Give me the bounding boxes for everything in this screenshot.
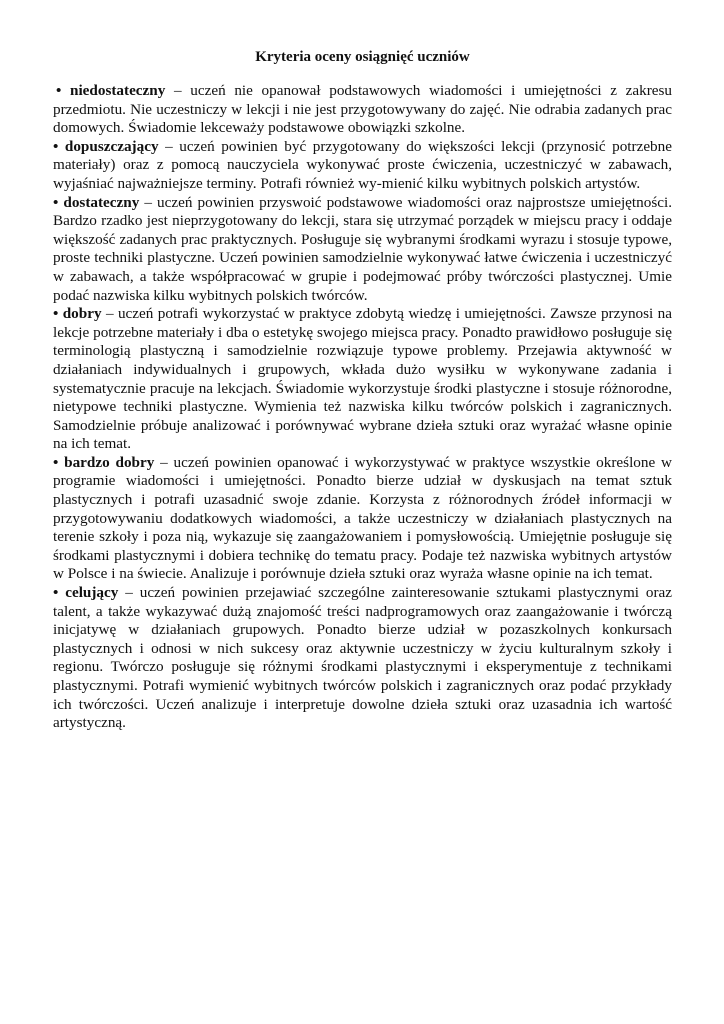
grade-description: – uczeń powinien przyswoić podstawowe wiadomości oraz najprostsze umiejętności. Bardzo rzadko jest nieprzygotowany do lekcji, stara się utrzymać porządek w miejscu pracy i oddaje większość zadanych prac praktycznych. Posługuje się wybranymi środkami wyrazu i stosuje typowe, proste techniki plastyczne. Uczeń powinien samodzielnie wykonywać łatwe ćwiczenia i uczestniczyć w zabawach, a także współpracować w grupie i podejmować próby twórczości plastycznej. Umie podać nazwiska kilku wybitnych polskich twórców.: [53, 193, 672, 304]
criterion-celujacy: [53, 584, 672, 733]
grade-description: – uczeń powinien opanować i wykorzystywać w praktyce wszystkie określone w programie wiadomości i umiejętności. Ponadto bierze udział w dyskusjach na temat sztuk plastycznych i potrafi uzasadnić swoje zdanie. Korzysta z różnorodnych źródeł informacji w przygotowywaniu dodatkowych wiadomości, a także uczestniczy w działaniach plastycznych na terenie szkoły i poza nią, wykazuje się zaangażowaniem i pomysłowością. Umiejętnie posługuje się środkami plastycznymi i dobiera technikę do tematu pracy. Podaje też nazwiska wybitnych artystów w Polsce i na świecie. Analizuje i porównuje dzieła sztuki oraz wyraża własne opinie na ich temat.: [53, 453, 673, 583]
bullet-icon: •: [53, 193, 59, 211]
criterion-dobry: [53, 305, 672, 454]
grade-label: dobry: [62, 305, 102, 323]
criterion-dostateczny: [53, 194, 672, 306]
grade-label: dostateczny: [63, 193, 140, 211]
grade-label: bardzo dobry: [64, 453, 155, 471]
grade-description: – uczeń powinien być przygotowany do większości lekcji (przynosić potrzebne materiały) oraz z pomocą nauczyciela wykonywać proste ćwiczenia, uczestniczyć w zabawach, wyjaśniać najważniejsze terminy. Potrafi również wy-mienić kilku wybitnych polskich artystów.: [53, 137, 672, 192]
grade-description: – uczeń powinien przejawiać szczególne zainteresowanie sztukami plastycznymi oraz talent, a także wykazywać dużą znajomość treści nadprogramowych oraz zaangażowanie i twórczą inicjatywę w działaniach grupowych. Ponadto bierze udział w pozaszkolnych konkursach plastycznych i odnosi w nich sukcesy oraz aktywnie uczestniczy w życiu kulturalnym szkoły i regionu. Twórczo posługuje się różnymi środkami plastycznymi i eksperymentuje z technikami plastycznymi. Potrafi wymienić wybitnych twórców polskich i zagranicznych oraz podać przykłady ich twórczości. Uczeń analizuje i interpretuje dowolne dzieła sztuki oraz uzasadnia ich wartość artystyczną.: [53, 584, 672, 732]
bullet-icon: •: [53, 137, 59, 155]
grade-description: – uczeń nie opanował podstawowych wiadomości i umiejętności z zakresu przedmiotu. Nie uczestniczy w lekcji i nie jest przygotowywany do zajęć. Nie odrabia zadanych prac domowych. Świadomie lekceważy podstawowe obowiązki szkolne.: [53, 82, 673, 137]
document-page: [53, 47, 672, 733]
criteria-list: [53, 82, 672, 733]
grade-label: dopuszczający: [64, 137, 159, 155]
bullet-icon: •: [56, 82, 62, 99]
criterion-niedostateczny: [53, 82, 672, 138]
bullet-icon: •: [53, 453, 59, 471]
bullet-icon: •: [53, 584, 59, 602]
criterion-bardzo-dobry: [53, 454, 672, 584]
bullet-icon: •: [53, 305, 59, 323]
page-title: Kryteria oceny osiągnięć uczniów: [255, 49, 470, 65]
criterion-dopuszczajacy: [53, 138, 672, 194]
grade-description: – uczeń potrafi wykorzystać w praktyce zdobytą wiedzę i umiejętności. Zawsze przynosi na lekcje potrzebne materiały i dba o estetykę swojego miejsca pracy. Ponadto prawidłowo posługuje się terminologią plastyczną i samodzielnie rozwiązuje typowe problemy. Przejawia aktywność w działaniach indywidualnych i grupowych, wkłada dużo wysiłku w wykonywane zadania i systematycznie pracuje na lekcjach. Świadomie wykorzystuje środki plastyczne i stosuje różnorodne, nietypowe techniki plastyczne. Wymienia też nazwiska kilku twórców polskich i zagranicznych. Samodzielnie próbuje analizować i porównywać wybrane dzieła sztuki oraz wyrażać własne opinie na ich temat.: [53, 305, 672, 453]
grade-label: niedostateczny: [70, 82, 166, 99]
grade-label: celujący: [65, 584, 119, 602]
